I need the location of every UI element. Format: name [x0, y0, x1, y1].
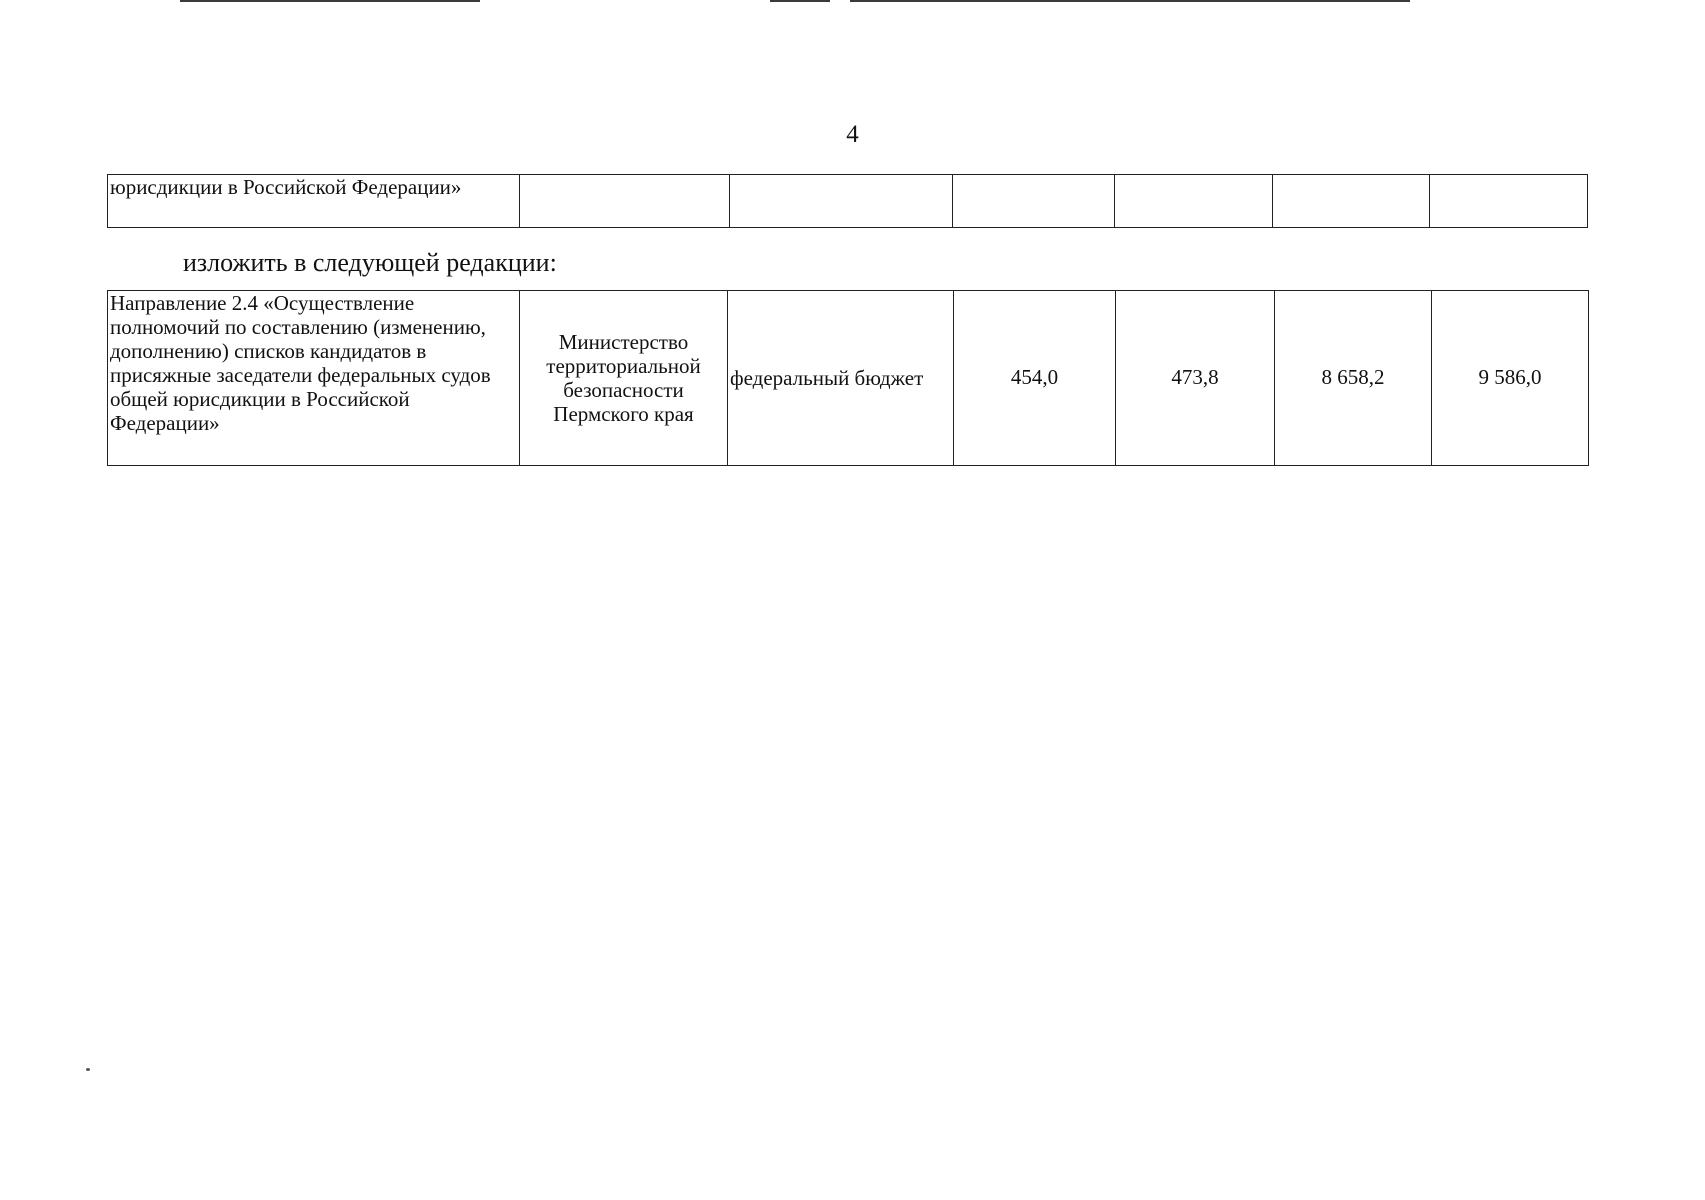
empty-cell: [730, 175, 953, 228]
value-text: 454,0: [1010, 365, 1059, 389]
table-row: [108, 175, 1588, 228]
scan-artifact-line: [850, 0, 1410, 2]
name-cell: юрисдикции в Российской Федерации»: [108, 175, 520, 228]
previous-table: [107, 174, 1588, 228]
new-table: [107, 290, 1589, 466]
scan-speck: [86, 1068, 90, 1071]
empty-cell: [1273, 175, 1430, 228]
table-row: [108, 291, 1589, 466]
empty-cell: [1430, 175, 1588, 228]
value-text: 473,8: [1171, 365, 1219, 389]
empty-cell: [520, 175, 730, 228]
name-cell: Направление 2.4 «Осуществление полномочий по составлению (изменению, дополнению) списков кандидатов в присяжные заседатели федеральных судов общей юрисдикции в Российской Федерации»: [108, 291, 520, 466]
funding-source-cell: федеральный бюджет: [728, 291, 954, 466]
empty-cell: [1115, 175, 1273, 228]
value-cell: [1116, 291, 1275, 466]
page-number: 4: [846, 121, 859, 148]
value-text: 9 586,0: [1478, 365, 1542, 389]
value-cell: [1432, 291, 1589, 466]
value-cell: [1275, 291, 1432, 466]
scan-artifact-line: [770, 0, 830, 2]
value-text: 8 658,2: [1321, 365, 1385, 389]
scan-artifact-line: [180, 0, 480, 2]
empty-cell: [953, 175, 1115, 228]
intro-text: изложить в следующей редакции:: [183, 248, 557, 277]
value-cell: [954, 291, 1116, 466]
executor-cell: Министерство территориальной безопасности Пермского края: [520, 291, 728, 466]
